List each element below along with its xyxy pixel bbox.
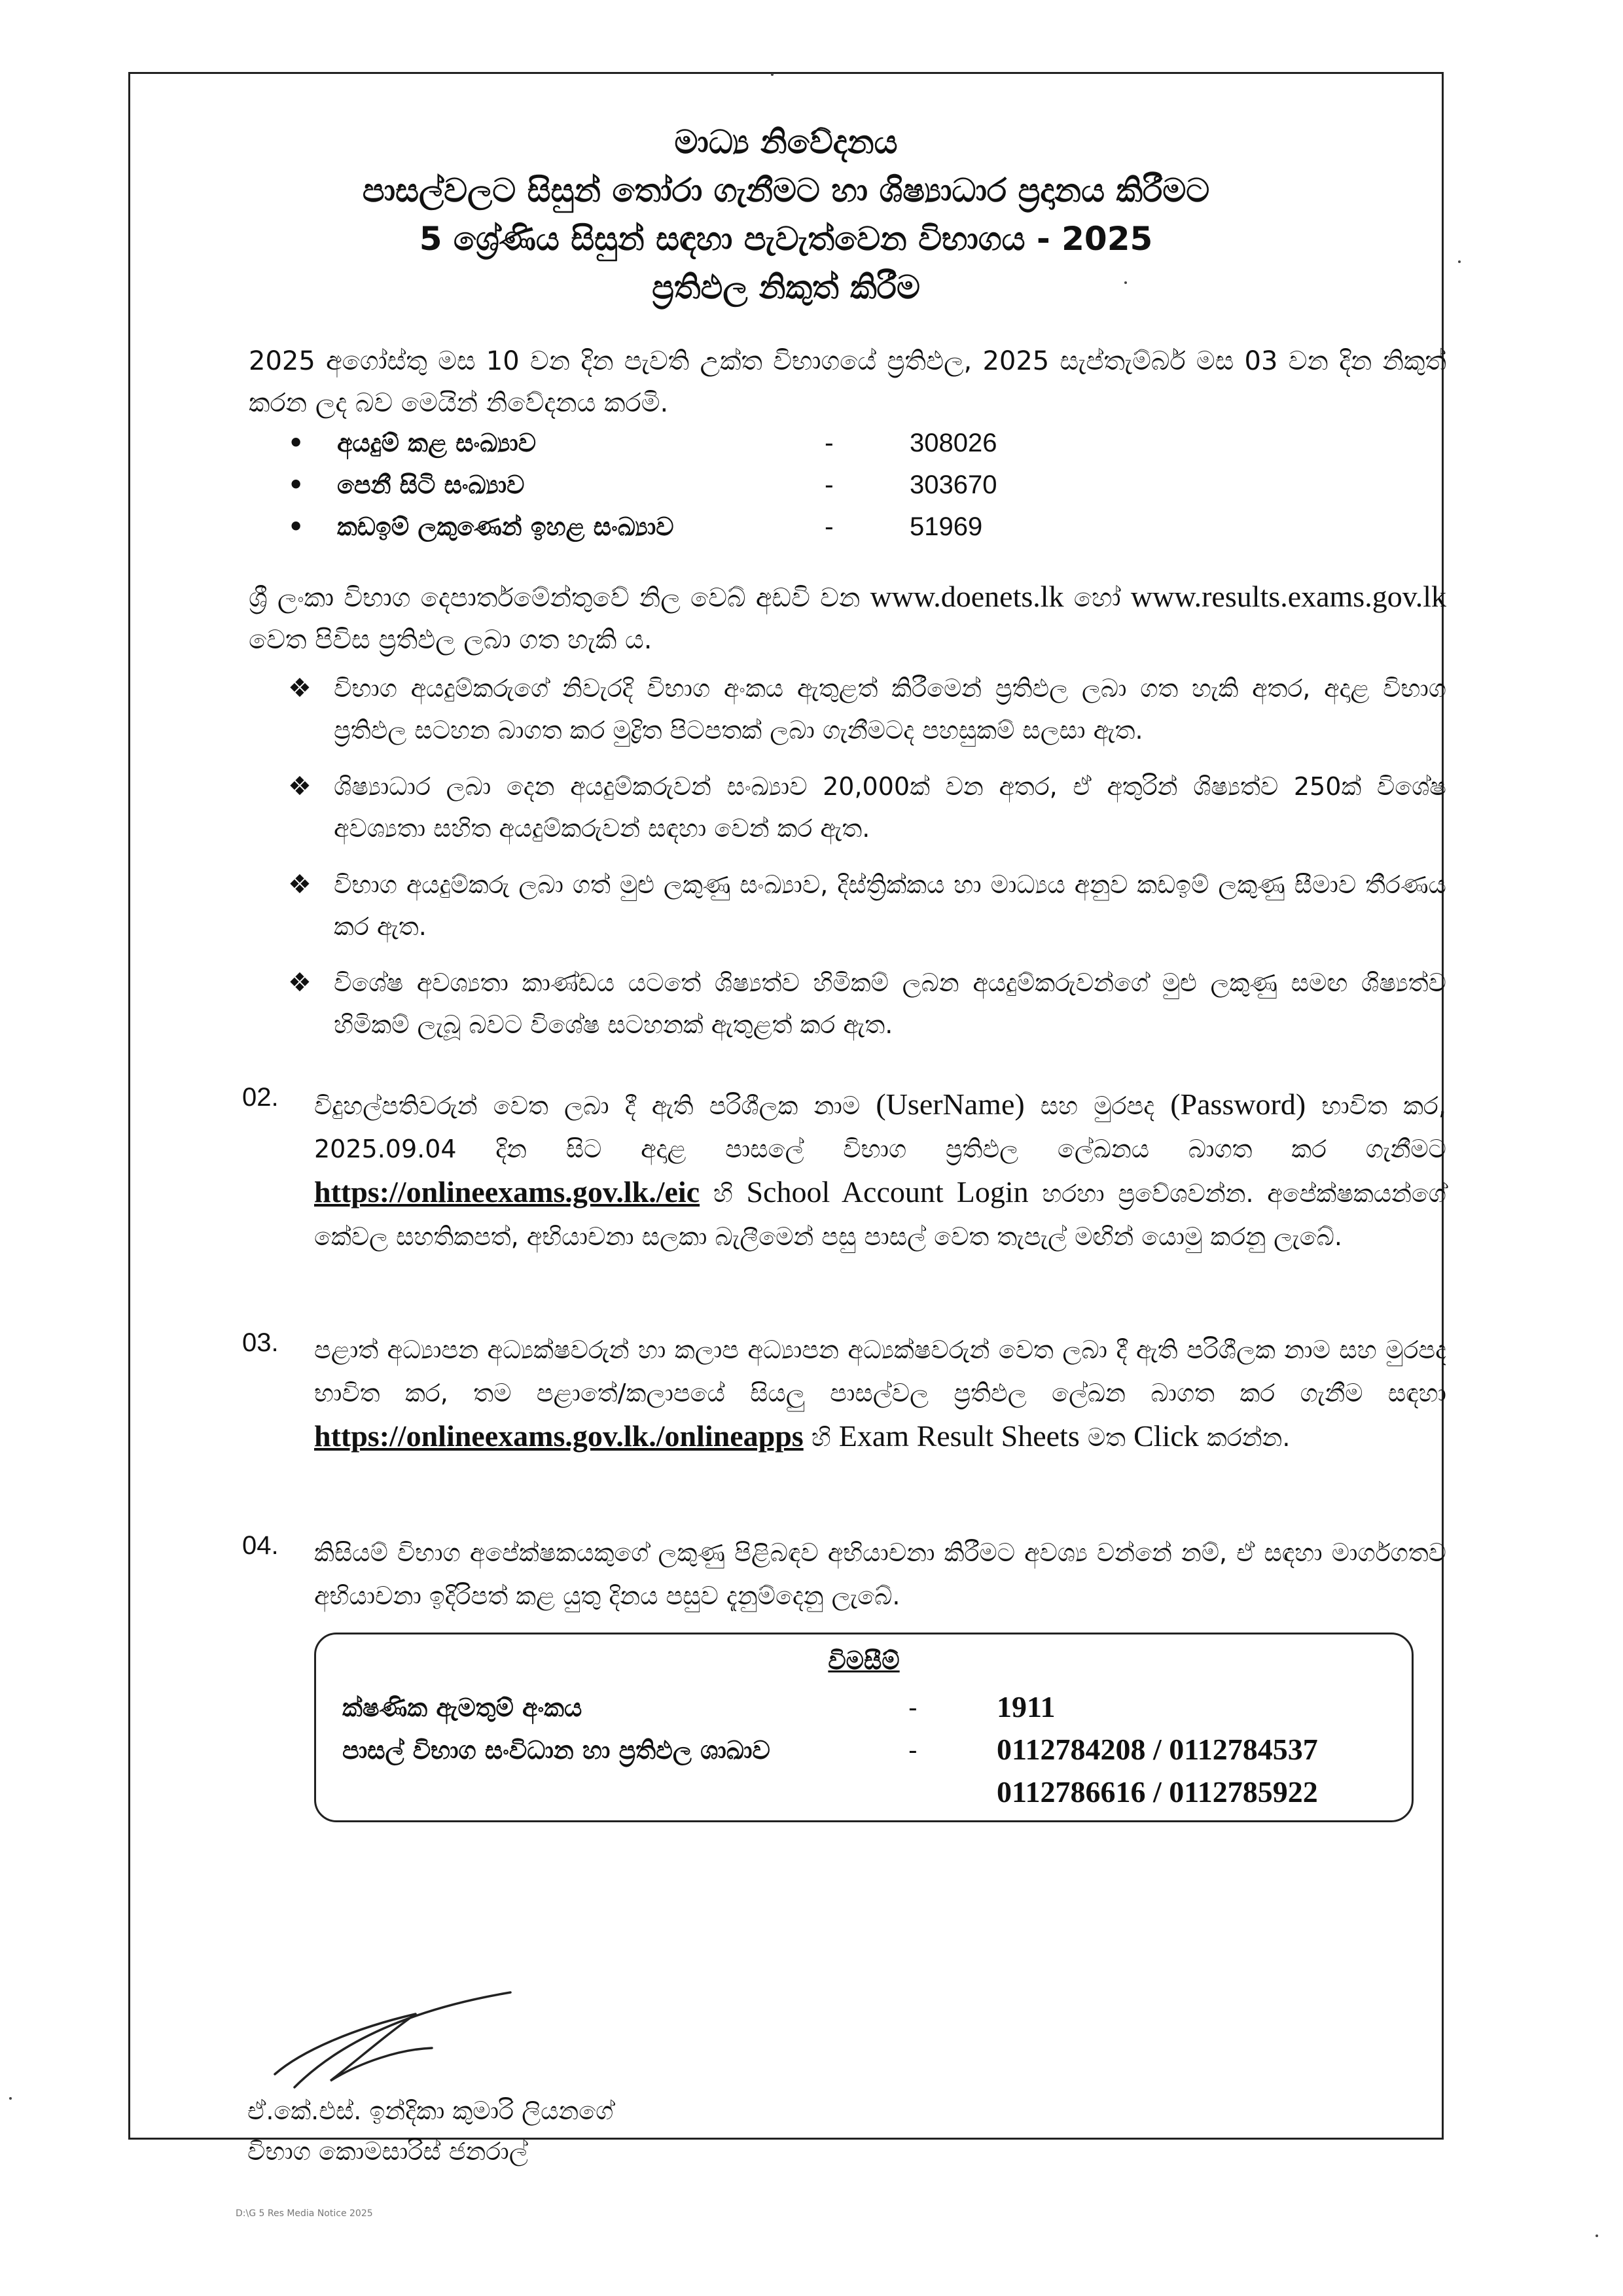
scan-speck [9, 2097, 12, 2100]
note-text: ශිෂ්‍යාධාර ලබා දෙන අයදුම්කරුවන් සංඛ්‍යාව 20,000ක් වන අතර, ඒ අතුරින් ශිෂ්‍යත්ව 250ක් විශේෂ අවශ්‍යතා සහිත අයදුම්කරුවන් සඳහා වෙන් කර ඇත. [334, 772, 1446, 843]
diamond-bullet-icon: ❖ [288, 870, 312, 900]
stat-value: 308026 [910, 429, 997, 457]
note-item [288, 962, 1446, 1046]
notes-list [288, 667, 1446, 1060]
bullet-icon: • [288, 429, 304, 457]
contact-dash: - [908, 1736, 918, 1765]
header-subject: පාසල්වලට සිසුන් තෝරා ගැනීමට හා ශිෂ්‍යාධාර ප්‍රදානය කිරීමට [362, 171, 1210, 209]
bullet-icon: • [288, 470, 304, 499]
contact-title [316, 1646, 1412, 1676]
bullet-icon: • [288, 512, 304, 541]
footer-file-reference: D:\G 5 Res Media Notice 2025 [236, 2208, 373, 2219]
websites-paragraph [249, 576, 1446, 661]
diamond-bullet-icon: ❖ [288, 673, 312, 703]
signature-image [262, 1989, 524, 2100]
signer-title: විභාග කොමසාරිස් ජනරාල් [247, 2137, 528, 2166]
onlineapps-link[interactable]: https://onlineexams.gov.lk./onlineapps [314, 1419, 804, 1453]
signer-name: ඒ.කේ.එස්. ඉන්දිකා කුමාරි ලියනගේ [247, 2096, 614, 2125]
section2-text-a: විදුහල්පතිවරුන් වෙත ලබා දී ඇති පරිශීලක නාම [314, 1091, 861, 1120]
contact-label: පාසල් විභාග සංවිධාන හා ප්‍රතිඵල ශාඛාව [342, 1736, 770, 1765]
contact-box [314, 1633, 1414, 1822]
scan-speck [1458, 260, 1461, 263]
note-item [288, 766, 1446, 849]
section3-text-c: මත [1087, 1423, 1126, 1452]
contact-hotline: 1911 [997, 1690, 1056, 1723]
contact-phone: 0112786616 / 0112785922 [997, 1775, 1318, 1809]
section-text: කිසියම් විභාග අපේක්ෂකයකුගේ ලකුණු පිළිබඳව අභියාචනා කිරීමට අවශ්‍ය වන්නේ නම්, ඒ සඳහා මාර්ගගතව අභියාචනා ඉදිරිපත් කළ යුතු දිනය පසුව දැනුම්දෙනු ලැබේ. [314, 1538, 1446, 1610]
scan-speck [771, 73, 774, 76]
scan-speck [1124, 281, 1127, 284]
click-term: Click [1133, 1419, 1199, 1453]
section3-text-b: හි [811, 1423, 831, 1452]
section2-text-b: සහ මුරපද [1040, 1091, 1155, 1120]
websites-text-post: වෙත පිවිස ප්‍රතිඵල ලබා ගත හැකි ය. [249, 625, 652, 655]
section2-text-d: හි [713, 1179, 733, 1208]
section-number: 04. [242, 1531, 279, 1560]
note-text: විශේෂ අවශ්‍යතා කාණ්ඩය යටතේ ශිෂ්‍යත්ව හිමිකම් ලබන අයදුම්කරුවන්ගේ මුළු ලකුණු සමඟ ශිෂ්‍යත්ව හිමිකම් ලැබූ බවට විශේෂ සටහනක් ඇතුළත් කර ඇත. [334, 968, 1446, 1039]
scan-speck [1596, 2234, 1598, 2237]
stat-value: 51969 [910, 512, 983, 541]
section-text [314, 1083, 1446, 1258]
note-item [288, 864, 1446, 947]
section-04 [242, 1531, 1446, 1617]
header-media-notice: මාධ්‍ය නිවේදනය [674, 123, 898, 161]
section3-text-d: කරන්න. [1206, 1423, 1291, 1452]
eic-link[interactable]: https://onlineexams.gov.lk./eic [314, 1175, 700, 1209]
stat-label: පෙනී සිටි සංඛ්‍යාව [337, 470, 525, 499]
school-account-login: School Account Login [746, 1175, 1029, 1209]
website-results[interactable]: www.results.exams.gov.lk [1130, 580, 1447, 613]
diamond-bullet-icon: ❖ [288, 771, 312, 802]
section-number: 02. [242, 1083, 279, 1112]
password-term: (Password) [1170, 1087, 1306, 1121]
intro-paragraph: 2025 අගෝස්තු මස 10 වන දින පැවති උක්ත විභාගයේ ප්‍රතිඵල, 2025 සැප්තැම්බර් මස 03 වන දින නිකුත් කරන ලද බව මෙයින් නිවේදනය කරමි. [249, 346, 1446, 418]
contact-title-text: විමසීම් [828, 1646, 900, 1675]
header-results-release: ප්‍රතිඵල නිකුත් කිරීම [652, 268, 920, 306]
signer-block [247, 2091, 613, 2172]
contact-dash: - [908, 1693, 918, 1722]
websites-text-pre: ශ්‍රී ලංකා විභාග දෙපාර්තමේන්තුවේ නිල වෙබ් අඩවි වන [249, 583, 861, 613]
note-text: විභාග අයදුම්කරුගේ නිවැරදි විභාග අංකය ඇතුළත් කිරීමෙන් ප්‍රතිඵල ලබා ගත හැකි අතර, අදාළ විභාග ප්‍රතිඵල සටහන බාගත කර මුද්‍රිත පිටපතක් ලබා ගැනීමටද පහසුකම් සලසා ඇත. [334, 674, 1446, 745]
section-02 [242, 1083, 1446, 1258]
contact-phone: 0112784208 / 0112784537 [997, 1733, 1318, 1766]
stat-dash: - [825, 429, 834, 457]
website-doenets[interactable]: www.doenets.lk [870, 580, 1064, 613]
section-number: 03. [242, 1328, 279, 1357]
section2-text-c: භාවිත කර, 2025.09.04 දින සිට අදාළ පාසලේ විභාග ප්‍රතිඵල ලේඛනය බාගත කර ගැනීමට [314, 1091, 1446, 1163]
section3-text-a: පළාත් අධ්‍යාපන අධ්‍යක්ෂවරුන් හා කලාප අධ්‍යාපන අධ්‍යක්ෂවරුන් වෙත ලබා දී ඇති පරිශීලක නාම සහ මුරපද භාවිත කර, තම පළාතේ/කලාපයේ සියලු පාසල්වල ප්‍රතිඵල ලේඛන බාගත කර ගැනීම සඳහා [314, 1335, 1446, 1407]
document-header [128, 118, 1444, 311]
stat-label: අයදුම් කළ සංඛ්‍යාව [337, 429, 537, 457]
stat-label: කඩඉම් ලකුණෙන් ඉහළ සංඛ්‍යාව [337, 512, 674, 541]
stat-dash: - [825, 512, 834, 541]
stat-dash: - [825, 470, 834, 499]
header-exam: 5 ශ්‍රේණිය සිසුන් සඳහා පැවැත්වෙන විභාගය - 2025 [419, 220, 1153, 258]
section2-text-e: හරහා ප්‍රවේශවන්න. අපේක්ෂකයන්ගේ කේවල සහතිකපත්, අභියාචනා සලකා බැලීමෙන් පසු පාසල් වෙත තැපැල් මඟින් යොමු කරනු ලැබේ. [314, 1179, 1446, 1251]
stat-value: 303670 [910, 470, 997, 499]
websites-text-mid: හෝ [1073, 583, 1121, 613]
section-03 [242, 1328, 1446, 1459]
username-term: (UserName) [876, 1087, 1025, 1121]
note-text: විභාග අයදුම්කරු ලබා ගත් මුළු ලකුණු සංඛ්‍යාව, දිස්ත්‍රික්කය හා මාධ්‍යය අනුව කඩඉම් ලකුණු සීමාව තීරණය කර ඇත. [334, 870, 1446, 941]
exam-result-sheets: Exam Result Sheets [838, 1419, 1080, 1453]
section-text [314, 1328, 1446, 1459]
contact-label: ක්ෂණික ඇමතුම් අංකය [342, 1693, 582, 1722]
diamond-bullet-icon: ❖ [288, 968, 312, 998]
note-item [288, 667, 1446, 751]
